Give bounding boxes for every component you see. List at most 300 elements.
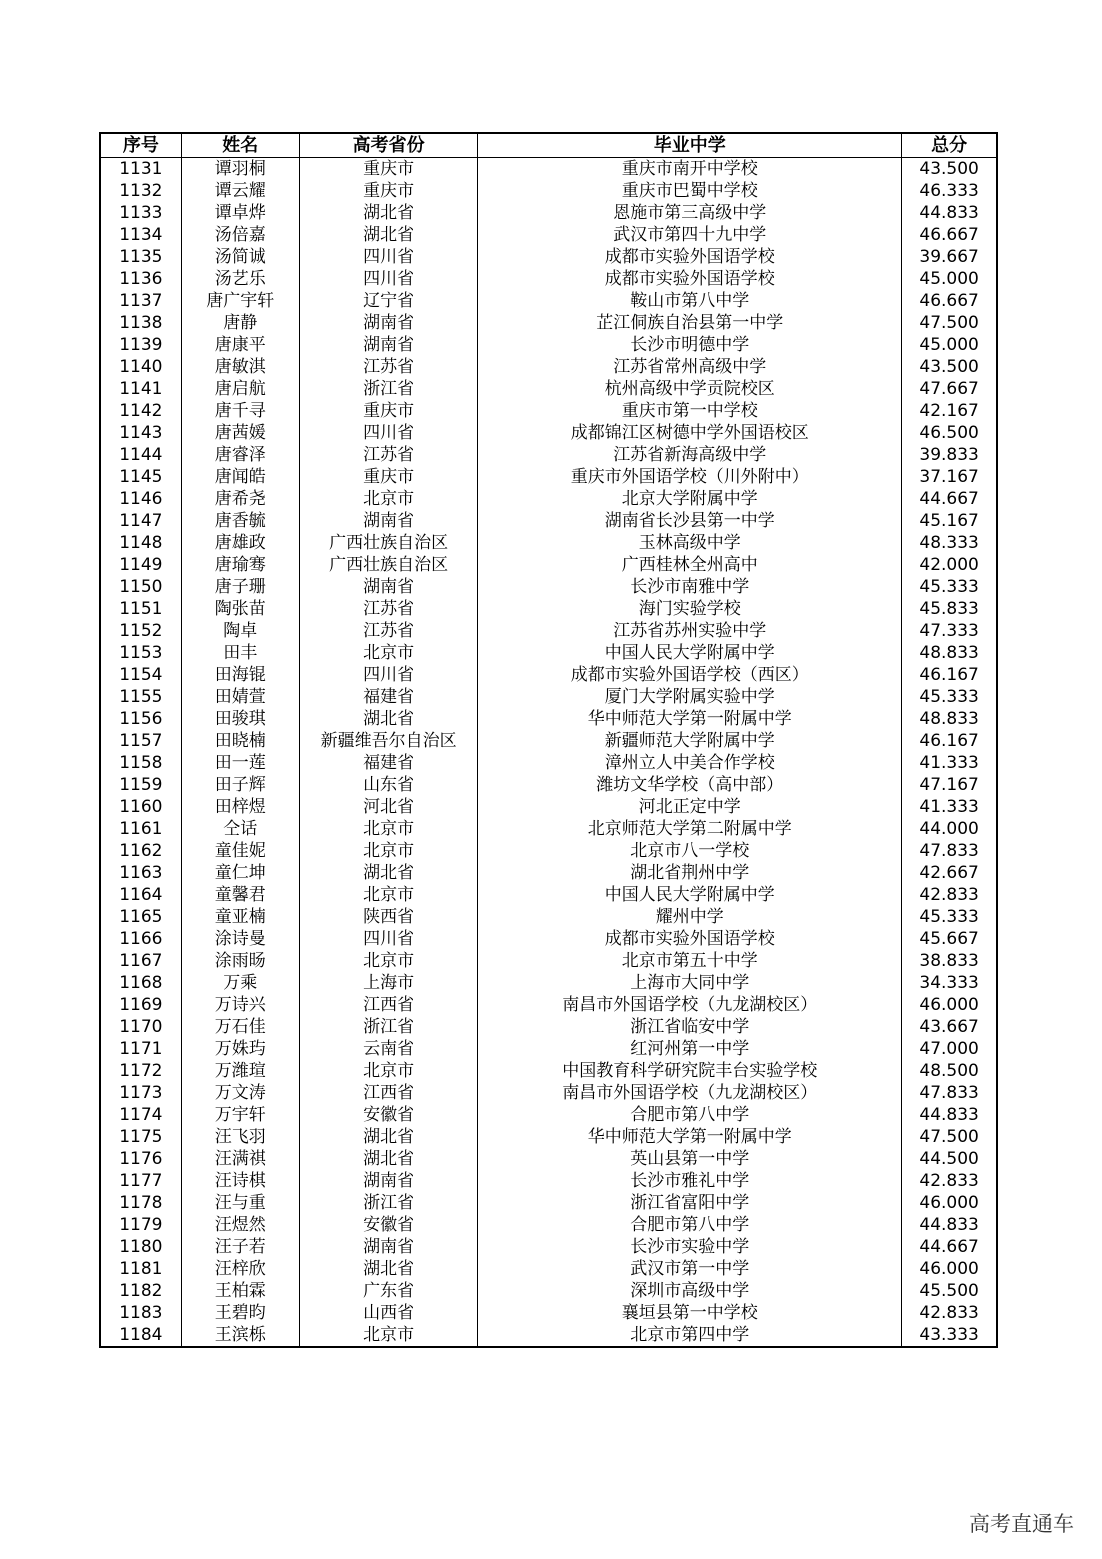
name-cell: 王柏霖 — [181, 1280, 299, 1302]
province-cell: 福建省 — [299, 686, 477, 708]
serial-cell: 1172 — [100, 1060, 181, 1082]
table-row — [100, 1060, 997, 1082]
score-cell: 41.333 — [902, 796, 997, 818]
name-cell: 汪诗棋 — [181, 1170, 299, 1192]
table-row — [100, 928, 997, 950]
school-cell: 成都锦江区树德中学外国语校区 — [478, 422, 902, 444]
table-row — [100, 840, 997, 862]
school-cell: 浙江省临安中学 — [478, 1016, 902, 1038]
province-cell: 重庆市 — [299, 180, 477, 202]
serial-cell: 1140 — [100, 356, 181, 378]
score-cell: 47.333 — [902, 620, 997, 642]
school-cell: 南昌市外国语学校（九龙湖校区） — [478, 1082, 902, 1104]
name-cell: 唐雄政 — [181, 532, 299, 554]
school-cell: 中国人民大学附属中学 — [478, 642, 902, 664]
serial-cell: 1171 — [100, 1038, 181, 1060]
serial-cell: 1184 — [100, 1324, 181, 1347]
school-cell: 耀州中学 — [478, 906, 902, 928]
name-cell: 汪煜然 — [181, 1214, 299, 1236]
province-cell: 湖南省 — [299, 510, 477, 532]
table-row — [100, 400, 997, 422]
school-cell: 杭州高级中学贡院校区 — [478, 378, 902, 400]
score-cell: 44.667 — [902, 488, 997, 510]
province-cell: 广西壮族自治区 — [299, 532, 477, 554]
province-cell: 广西壮族自治区 — [299, 554, 477, 576]
name-cell: 谭羽桐 — [181, 158, 299, 181]
name-cell: 唐千寻 — [181, 400, 299, 422]
table-row — [100, 796, 997, 818]
province-cell: 浙江省 — [299, 1192, 477, 1214]
serial-cell: 1180 — [100, 1236, 181, 1258]
school-cell: 芷江侗族自治县第一中学 — [478, 312, 902, 334]
name-cell: 陶卓 — [181, 620, 299, 642]
serial-cell: 1175 — [100, 1126, 181, 1148]
serial-cell: 1159 — [100, 774, 181, 796]
school-cell: 成都市实验外国语学校 — [478, 246, 902, 268]
school-cell: 重庆市巴蜀中学校 — [478, 180, 902, 202]
table-row — [100, 862, 997, 884]
province-cell: 云南省 — [299, 1038, 477, 1060]
name-cell: 田骏琪 — [181, 708, 299, 730]
province-cell: 江苏省 — [299, 598, 477, 620]
header-name: 姓名 — [181, 133, 299, 158]
school-cell: 成都市实验外国语学校（西区） — [478, 664, 902, 686]
school-cell: 北京市八一学校 — [478, 840, 902, 862]
serial-cell: 1173 — [100, 1082, 181, 1104]
province-cell: 湖北省 — [299, 862, 477, 884]
school-cell: 上海市大同中学 — [478, 972, 902, 994]
province-cell: 北京市 — [299, 1324, 477, 1347]
table-row — [100, 818, 997, 840]
name-cell: 田梓煜 — [181, 796, 299, 818]
name-cell: 唐希尧 — [181, 488, 299, 510]
score-cell: 41.333 — [902, 752, 997, 774]
score-cell: 45.833 — [902, 598, 997, 620]
name-cell: 涂雨旸 — [181, 950, 299, 972]
name-cell: 童亚楠 — [181, 906, 299, 928]
score-cell: 47.000 — [902, 1038, 997, 1060]
name-cell: 汤艺乐 — [181, 268, 299, 290]
province-cell: 重庆市 — [299, 158, 477, 181]
score-cell: 34.333 — [902, 972, 997, 994]
header-row — [100, 133, 997, 158]
table-row — [100, 180, 997, 202]
name-cell: 唐子珊 — [181, 576, 299, 598]
header-province: 高考省份 — [299, 133, 477, 158]
score-cell: 46.000 — [902, 1258, 997, 1280]
table-row — [100, 1258, 997, 1280]
table-row — [100, 1126, 997, 1148]
province-cell: 山东省 — [299, 774, 477, 796]
name-cell: 童佳妮 — [181, 840, 299, 862]
province-cell: 湖北省 — [299, 1148, 477, 1170]
table-row — [100, 158, 997, 181]
school-cell: 湖南省长沙县第一中学 — [478, 510, 902, 532]
province-cell: 江西省 — [299, 1082, 477, 1104]
name-cell: 童仁坤 — [181, 862, 299, 884]
serial-cell: 1136 — [100, 268, 181, 290]
serial-cell: 1166 — [100, 928, 181, 950]
name-cell: 田晓楠 — [181, 730, 299, 752]
score-cell: 45.333 — [902, 686, 997, 708]
school-cell: 湖北省荆州中学 — [478, 862, 902, 884]
school-cell: 漳州立人中美合作学校 — [478, 752, 902, 774]
score-cell: 48.333 — [902, 532, 997, 554]
province-cell: 山西省 — [299, 1302, 477, 1324]
score-cell: 47.833 — [902, 840, 997, 862]
score-cell: 39.833 — [902, 444, 997, 466]
province-cell: 湖南省 — [299, 334, 477, 356]
score-cell: 46.500 — [902, 422, 997, 444]
school-cell: 北京市第五十中学 — [478, 950, 902, 972]
name-cell: 王碧昀 — [181, 1302, 299, 1324]
school-cell: 武汉市第四十九中学 — [478, 224, 902, 246]
school-cell: 合肥市第八中学 — [478, 1214, 902, 1236]
province-cell: 四川省 — [299, 268, 477, 290]
score-cell: 38.833 — [902, 950, 997, 972]
name-cell: 田丰 — [181, 642, 299, 664]
table-row — [100, 708, 997, 730]
name-cell: 汪与重 — [181, 1192, 299, 1214]
name-cell: 万乘 — [181, 972, 299, 994]
serial-cell: 1148 — [100, 532, 181, 554]
table-row — [100, 950, 997, 972]
school-cell: 成都市实验外国语学校 — [478, 268, 902, 290]
province-cell: 上海市 — [299, 972, 477, 994]
serial-cell: 1145 — [100, 466, 181, 488]
score-cell: 44.000 — [902, 818, 997, 840]
name-cell: 谭云耀 — [181, 180, 299, 202]
score-cell: 46.000 — [902, 1192, 997, 1214]
serial-cell: 1161 — [100, 818, 181, 840]
name-cell: 陶张苗 — [181, 598, 299, 620]
name-cell: 汪梓欣 — [181, 1258, 299, 1280]
school-cell: 武汉市第一中学 — [478, 1258, 902, 1280]
table-row — [100, 224, 997, 246]
score-cell: 45.000 — [902, 268, 997, 290]
score-cell: 45.500 — [902, 1280, 997, 1302]
score-cell: 42.833 — [902, 884, 997, 906]
score-cell: 45.333 — [902, 906, 997, 928]
province-cell: 安徽省 — [299, 1214, 477, 1236]
name-cell: 汪飞羽 — [181, 1126, 299, 1148]
serial-cell: 1139 — [100, 334, 181, 356]
serial-cell: 1179 — [100, 1214, 181, 1236]
province-cell: 湖北省 — [299, 708, 477, 730]
serial-cell: 1183 — [100, 1302, 181, 1324]
score-cell: 45.167 — [902, 510, 997, 532]
serial-cell: 1163 — [100, 862, 181, 884]
name-cell: 唐启航 — [181, 378, 299, 400]
table-row — [100, 202, 997, 224]
name-cell: 唐广宇轩 — [181, 290, 299, 312]
province-cell: 江苏省 — [299, 444, 477, 466]
name-cell: 万潍瑄 — [181, 1060, 299, 1082]
school-cell: 江苏省常州高级中学 — [478, 356, 902, 378]
school-cell: 北京市第四中学 — [478, 1324, 902, 1347]
score-cell: 39.667 — [902, 246, 997, 268]
table-row — [100, 642, 997, 664]
province-cell: 河北省 — [299, 796, 477, 818]
table-row — [100, 422, 997, 444]
score-cell: 44.667 — [902, 1236, 997, 1258]
name-cell: 田子辉 — [181, 774, 299, 796]
school-cell: 江苏省苏州实验中学 — [478, 620, 902, 642]
score-cell: 45.000 — [902, 334, 997, 356]
table-row — [100, 774, 997, 796]
table-row — [100, 1082, 997, 1104]
name-cell: 万宇轩 — [181, 1104, 299, 1126]
watermark-text: 高考直通车 — [969, 1512, 1074, 1536]
serial-cell: 1144 — [100, 444, 181, 466]
table-row — [100, 268, 997, 290]
serial-cell: 1143 — [100, 422, 181, 444]
score-cell: 46.667 — [902, 224, 997, 246]
table-row — [100, 598, 997, 620]
table-row — [100, 1324, 997, 1347]
table-row — [100, 752, 997, 774]
serial-cell: 1149 — [100, 554, 181, 576]
school-cell: 海门实验学校 — [478, 598, 902, 620]
name-cell: 唐香毓 — [181, 510, 299, 532]
table-row — [100, 1192, 997, 1214]
province-cell: 四川省 — [299, 422, 477, 444]
serial-cell: 1160 — [100, 796, 181, 818]
score-cell: 47.833 — [902, 1082, 997, 1104]
score-cell: 44.500 — [902, 1148, 997, 1170]
province-cell: 陕西省 — [299, 906, 477, 928]
score-cell: 46.167 — [902, 730, 997, 752]
score-cell: 45.333 — [902, 576, 997, 598]
name-cell: 唐静 — [181, 312, 299, 334]
name-cell: 汪满祺 — [181, 1148, 299, 1170]
serial-cell: 1157 — [100, 730, 181, 752]
serial-cell: 1142 — [100, 400, 181, 422]
serial-cell: 1155 — [100, 686, 181, 708]
serial-cell: 1146 — [100, 488, 181, 510]
table-row — [100, 334, 997, 356]
score-cell: 42.833 — [902, 1302, 997, 1324]
score-cell: 45.667 — [902, 928, 997, 950]
serial-cell: 1150 — [100, 576, 181, 598]
province-cell: 重庆市 — [299, 466, 477, 488]
province-cell: 安徽省 — [299, 1104, 477, 1126]
table-row — [100, 1280, 997, 1302]
table-row — [100, 554, 997, 576]
province-cell: 浙江省 — [299, 1016, 477, 1038]
school-cell: 厦门大学附属实验中学 — [478, 686, 902, 708]
province-cell: 江西省 — [299, 994, 477, 1016]
school-cell: 合肥市第八中学 — [478, 1104, 902, 1126]
table-row — [100, 312, 997, 334]
table-row — [100, 1038, 997, 1060]
serial-cell: 1158 — [100, 752, 181, 774]
serial-cell: 1174 — [100, 1104, 181, 1126]
table-row — [100, 466, 997, 488]
score-cell: 48.833 — [902, 642, 997, 664]
province-cell: 北京市 — [299, 884, 477, 906]
score-cell: 42.000 — [902, 554, 997, 576]
school-cell: 潍坊文华学校（高中部） — [478, 774, 902, 796]
school-cell: 鞍山市第八中学 — [478, 290, 902, 312]
province-cell: 广东省 — [299, 1280, 477, 1302]
serial-cell: 1181 — [100, 1258, 181, 1280]
province-cell: 湖南省 — [299, 1236, 477, 1258]
score-cell: 47.500 — [902, 312, 997, 334]
province-cell: 福建省 — [299, 752, 477, 774]
table-row — [100, 444, 997, 466]
school-cell: 华中师范大学第一附属中学 — [478, 708, 902, 730]
school-cell: 新疆师范大学附属中学 — [478, 730, 902, 752]
school-cell: 浙江省富阳中学 — [478, 1192, 902, 1214]
name-cell: 唐瑜骞 — [181, 554, 299, 576]
table-row — [100, 730, 997, 752]
score-cell: 44.833 — [902, 1214, 997, 1236]
table-row — [100, 1170, 997, 1192]
name-cell: 仝话 — [181, 818, 299, 840]
score-table — [99, 132, 998, 1348]
name-cell: 汪子若 — [181, 1236, 299, 1258]
name-cell: 王滨栎 — [181, 1324, 299, 1347]
table-row — [100, 1104, 997, 1126]
province-cell: 湖北省 — [299, 202, 477, 224]
header-score: 总分 — [902, 133, 997, 158]
name-cell: 田一莲 — [181, 752, 299, 774]
serial-cell: 1182 — [100, 1280, 181, 1302]
school-cell: 南昌市外国语学校（九龙湖校区） — [478, 994, 902, 1016]
serial-cell: 1134 — [100, 224, 181, 246]
serial-cell: 1135 — [100, 246, 181, 268]
name-cell: 谭卓烨 — [181, 202, 299, 224]
school-cell: 襄垣县第一中学校 — [478, 1302, 902, 1324]
name-cell: 涂诗曼 — [181, 928, 299, 950]
table-row — [100, 1214, 997, 1236]
province-cell: 北京市 — [299, 950, 477, 972]
name-cell: 万诗兴 — [181, 994, 299, 1016]
score-cell: 42.833 — [902, 1170, 997, 1192]
score-cell: 46.167 — [902, 664, 997, 686]
province-cell: 湖南省 — [299, 1170, 477, 1192]
table-row — [100, 378, 997, 400]
serial-cell: 1131 — [100, 158, 181, 181]
province-cell: 北京市 — [299, 818, 477, 840]
serial-cell: 1147 — [100, 510, 181, 532]
school-cell: 长沙市雅礼中学 — [478, 1170, 902, 1192]
table-row — [100, 972, 997, 994]
serial-cell: 1153 — [100, 642, 181, 664]
score-cell: 46.333 — [902, 180, 997, 202]
school-cell: 北京师范大学第二附属中学 — [478, 818, 902, 840]
serial-cell: 1138 — [100, 312, 181, 334]
score-cell: 48.833 — [902, 708, 997, 730]
serial-cell: 1162 — [100, 840, 181, 862]
table-header — [100, 133, 997, 158]
province-cell: 辽宁省 — [299, 290, 477, 312]
school-cell: 重庆市南开中学校 — [478, 158, 902, 181]
table-row — [100, 576, 997, 598]
table-row — [100, 510, 997, 532]
school-cell: 华中师范大学第一附属中学 — [478, 1126, 902, 1148]
score-cell: 46.000 — [902, 994, 997, 1016]
school-cell: 中国人民大学附属中学 — [478, 884, 902, 906]
name-cell: 万姝玙 — [181, 1038, 299, 1060]
score-cell: 44.833 — [902, 202, 997, 224]
table-row — [100, 356, 997, 378]
school-cell: 恩施市第三高级中学 — [478, 202, 902, 224]
name-cell: 唐睿泽 — [181, 444, 299, 466]
province-cell: 北京市 — [299, 1060, 477, 1082]
school-cell: 英山县第一中学 — [478, 1148, 902, 1170]
table-row — [100, 488, 997, 510]
serial-cell: 1169 — [100, 994, 181, 1016]
table-row — [100, 1302, 997, 1324]
score-cell: 48.500 — [902, 1060, 997, 1082]
serial-cell: 1154 — [100, 664, 181, 686]
school-cell: 河北正定中学 — [478, 796, 902, 818]
name-cell: 万文涛 — [181, 1082, 299, 1104]
table-row — [100, 884, 997, 906]
school-cell: 长沙市明德中学 — [478, 334, 902, 356]
school-cell: 重庆市第一中学校 — [478, 400, 902, 422]
name-cell: 唐敏淇 — [181, 356, 299, 378]
province-cell: 北京市 — [299, 488, 477, 510]
table-row — [100, 664, 997, 686]
score-cell: 46.667 — [902, 290, 997, 312]
serial-cell: 1164 — [100, 884, 181, 906]
name-cell: 田婧萱 — [181, 686, 299, 708]
serial-cell: 1151 — [100, 598, 181, 620]
serial-cell: 1132 — [100, 180, 181, 202]
serial-cell: 1137 — [100, 290, 181, 312]
serial-cell: 1152 — [100, 620, 181, 642]
school-cell: 长沙市实验中学 — [478, 1236, 902, 1258]
score-cell: 47.500 — [902, 1126, 997, 1148]
province-cell: 四川省 — [299, 928, 477, 950]
serial-cell: 1168 — [100, 972, 181, 994]
table-row — [100, 994, 997, 1016]
serial-cell: 1177 — [100, 1170, 181, 1192]
school-cell: 长沙市南雅中学 — [478, 576, 902, 598]
school-cell: 重庆市外国语学校（川外附中） — [478, 466, 902, 488]
name-cell: 童馨君 — [181, 884, 299, 906]
province-cell: 湖北省 — [299, 1126, 477, 1148]
score-cell: 47.667 — [902, 378, 997, 400]
serial-cell: 1133 — [100, 202, 181, 224]
table-row — [100, 906, 997, 928]
table-row — [100, 1236, 997, 1258]
school-cell: 中国教育科学研究院丰台实验学校 — [478, 1060, 902, 1082]
province-cell: 新疆维吾尔自治区 — [299, 730, 477, 752]
score-cell: 43.333 — [902, 1324, 997, 1347]
province-cell: 湖北省 — [299, 1258, 477, 1280]
school-cell: 红河州第一中学 — [478, 1038, 902, 1060]
name-cell: 唐茜媛 — [181, 422, 299, 444]
score-cell: 37.167 — [902, 466, 997, 488]
serial-cell: 1156 — [100, 708, 181, 730]
table-body — [100, 158, 997, 1348]
province-cell: 四川省 — [299, 246, 477, 268]
province-cell: 北京市 — [299, 642, 477, 664]
name-cell: 唐康平 — [181, 334, 299, 356]
serial-cell: 1167 — [100, 950, 181, 972]
score-cell: 43.500 — [902, 158, 997, 181]
serial-cell: 1176 — [100, 1148, 181, 1170]
serial-cell: 1165 — [100, 906, 181, 928]
serial-cell: 1141 — [100, 378, 181, 400]
name-cell: 万石佳 — [181, 1016, 299, 1038]
score-cell: 43.500 — [902, 356, 997, 378]
province-cell: 四川省 — [299, 664, 477, 686]
